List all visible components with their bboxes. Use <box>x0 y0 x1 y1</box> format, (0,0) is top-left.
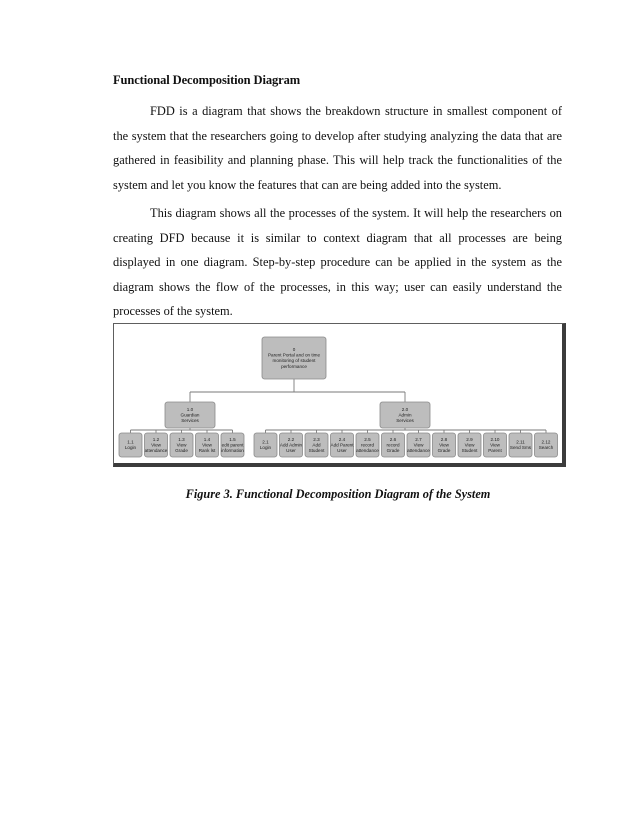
process-node-1.5-label: 1.5 <box>229 436 236 442</box>
process-node-2.0 <box>380 402 430 428</box>
process-node-1.4-label: 1.4 <box>203 436 211 442</box>
process-node-2.1 <box>254 433 277 457</box>
process-node-2.11 <box>509 433 532 457</box>
process-node-2.9-label: 2.9 <box>466 436 473 442</box>
paragraph-fdd-definition: FDD is a diagram that shows the breakdown structure in smallest component of the system that the researchers going to develop after studying analyzing the data that are gathered in feasibility and planning phase. This will help track the functionalities of the system and let you know the features that can are being added into the system. <box>113 104 562 192</box>
process-node-2.7-label: attendance <box>407 448 430 453</box>
process-node-2.5 <box>356 433 379 457</box>
process-node-1.5 <box>221 433 244 457</box>
process-node-root-label: performance <box>281 363 307 369</box>
paragraph-diagram-purpose: This diagram shows all the processes of the system. It will help the researchers on creating DFD because it is similar to context diagram that all processes are being displayed in one diagram. Step-by-step procedure can be applied in the system as the diagram shows the flow of the processes, in this way; user can easily understand the processes of the system. <box>113 206 562 319</box>
process-node-2.8 <box>433 433 456 457</box>
process-node-2.9-label: Student <box>461 448 478 453</box>
process-node-2.12 <box>535 433 558 457</box>
process-node-2.0-label: 2.0 <box>401 406 409 412</box>
process-node-2.5-label: attendance <box>356 448 379 453</box>
process-node-2.7-label: View <box>413 442 424 448</box>
process-node-1.2 <box>145 433 168 457</box>
process-node-2.1-label: 2.1 <box>262 439 269 445</box>
process-node-2.6 <box>382 433 405 457</box>
process-node-1.4-label: View <box>202 442 212 448</box>
process-node-2.12-label: Search <box>538 445 554 451</box>
fdd-diagram <box>114 324 560 461</box>
process-node-1.2-label: View <box>151 442 161 448</box>
process-node-2.3-label: 2.3 <box>313 436 320 442</box>
process-node-2.12-label: 2.12 <box>541 439 551 445</box>
process-node-1.2-label: attendance <box>144 448 168 453</box>
process-node-2.6-label: Grade <box>386 448 400 453</box>
process-node-2.3 <box>305 433 328 457</box>
process-node-2.9 <box>458 433 481 457</box>
process-node-2.2 <box>280 433 303 457</box>
process-node-2.1-label: Login <box>259 445 272 451</box>
process-node-2.11-label: 2.11 <box>516 439 525 445</box>
process-node-1.5-label: edit parent <box>221 442 244 448</box>
process-node-2.10 <box>484 433 507 457</box>
process-node-2.0-label: Admin <box>398 412 412 418</box>
process-node-1.0-label: Services <box>181 418 199 423</box>
process-node-2.9-label: View <box>464 442 475 448</box>
process-node-2.11-label: Send Sms <box>509 445 532 451</box>
process-node-2.2-label: 2.2 <box>287 436 295 442</box>
process-node-2.6-label: 2.6 <box>389 436 397 442</box>
process-node-1.1-label: 1.1 <box>127 439 134 445</box>
process-node-2.3-label: Student <box>308 448 325 453</box>
process-node-2.5-label: 2.5 <box>364 436 371 442</box>
process-node-1.0-label: Guardian <box>180 412 200 418</box>
figure-caption <box>0 487 638 502</box>
process-node-2.6-label: record <box>386 442 400 448</box>
process-node-2.7 <box>407 433 430 457</box>
figure-caption-text: Figure 3. Functional Decomposition Diagram of the System <box>185 487 491 501</box>
process-node-1.4 <box>196 433 219 457</box>
process-node-2.4 <box>331 433 355 457</box>
process-node-root <box>262 337 326 379</box>
process-node-1.3-label: Grade <box>175 448 188 453</box>
process-node-2.8-label: 2.8 <box>440 436 448 442</box>
process-node-2.4-label: 2.4 <box>338 436 346 442</box>
process-node-root-label: 0 <box>292 347 296 352</box>
section-heading: Functional Decomposition Diagram <box>113 73 301 87</box>
process-node-1.1 <box>119 433 142 457</box>
process-node-2.0-label: Services <box>396 418 414 423</box>
process-node-root-label: monitoring of student <box>272 358 316 364</box>
process-node-2.3-label: Add <box>312 442 321 448</box>
process-node-1.3-label: View <box>176 442 187 448</box>
process-node-1.3-label: 1.3 <box>178 436 185 442</box>
process-node-1.0-label: 1.0 <box>186 406 194 412</box>
process-node-2.4-label: User <box>337 448 347 453</box>
process-node-2.2-label: User <box>286 448 296 453</box>
process-node-1.3 <box>170 433 193 457</box>
process-node-2.10-label: 2.10 <box>490 436 500 442</box>
process-node-2.7-label: 2.7 <box>415 436 422 442</box>
process-node-2.8-label: Grade <box>437 448 451 453</box>
process-node-2.4-label: Add Parent <box>330 442 354 448</box>
process-node-1.0 <box>165 402 215 428</box>
process-node-1.4-label: Rank lst <box>198 448 216 453</box>
process-node-2.8-label: View <box>439 442 449 448</box>
process-node-root-label: Parent Portal and on time <box>267 352 321 358</box>
process-node-1.2-label: 1.2 <box>152 436 160 442</box>
process-node-1.1-label: Login <box>124 445 137 451</box>
process-node-2.10-label: Parent <box>488 448 502 453</box>
process-node-2.2-label: Add Admin <box>279 442 303 448</box>
process-node-2.5-label: record <box>360 442 375 448</box>
process-node-2.10-label: View <box>490 442 500 448</box>
functional-decomposition-figure <box>113 323 566 467</box>
process-node-1.5-label: information <box>221 448 244 453</box>
